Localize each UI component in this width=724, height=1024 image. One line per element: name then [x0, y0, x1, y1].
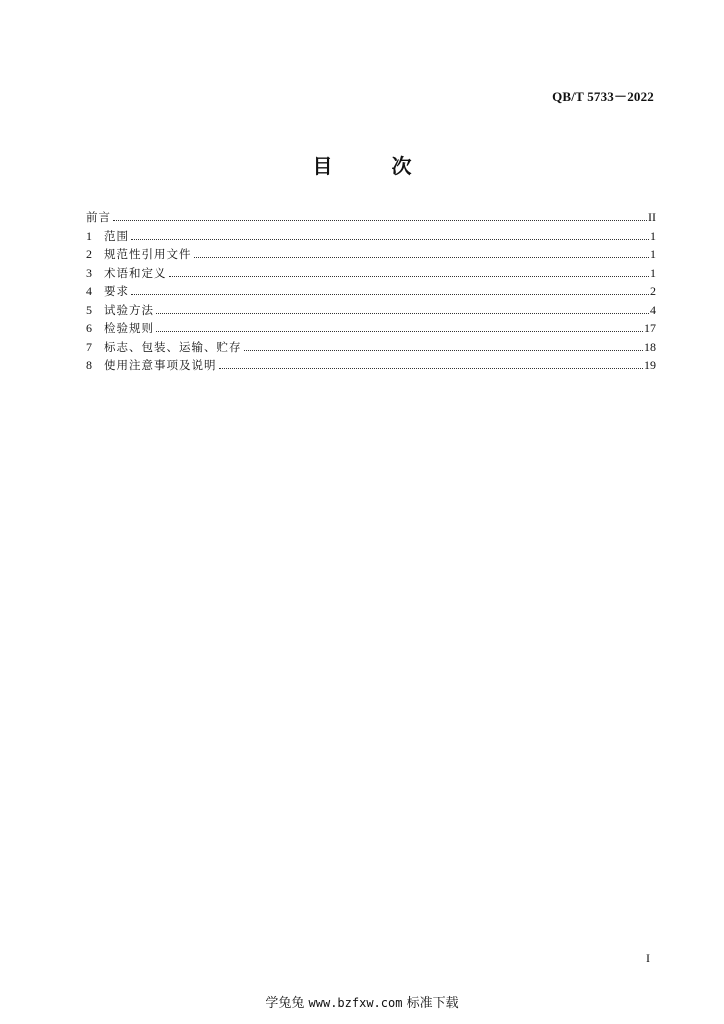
- footer-brand: 学兔兔: [265, 996, 305, 1011]
- toc-leader-dots: [194, 256, 650, 258]
- toc-entry-6[interactable]: [86, 319, 656, 338]
- toc-entry-foreword[interactable]: [86, 208, 656, 227]
- toc-entry-number: 8: [86, 358, 92, 372]
- toc-entry-8[interactable]: [86, 356, 656, 375]
- toc-entry-page: II: [648, 210, 656, 224]
- toc-leader-dots: [113, 219, 647, 221]
- toc-leader-dots: [219, 367, 644, 369]
- toc-entry-4[interactable]: [86, 282, 656, 301]
- toc-leader-dots: [244, 349, 644, 351]
- toc-entry-1[interactable]: [86, 227, 656, 246]
- toc-entry-label: 检验规则: [104, 321, 154, 335]
- toc-leader-dots: [156, 330, 643, 332]
- toc-entry-number: 2: [86, 247, 92, 261]
- toc-entry-number: 4: [86, 284, 92, 298]
- toc-entry-page: 2: [650, 284, 656, 298]
- toc-entry-label: 试验方法: [104, 302, 154, 317]
- toc-entry-page: 4: [650, 302, 656, 317]
- toc-entry-label: 标志、包装、运输、贮存: [104, 339, 242, 354]
- table-of-contents: [86, 208, 656, 375]
- toc-entry-label: 范围: [104, 228, 129, 243]
- toc-entry-number: 5: [86, 302, 92, 317]
- toc-entry-label: 要求: [104, 284, 129, 298]
- toc-leader-dots: [169, 275, 650, 277]
- toc-entry-number: 7: [86, 339, 92, 354]
- toc-entry-page: 1: [650, 228, 656, 243]
- toc-entry-label: 使用注意事项及说明: [104, 358, 217, 372]
- toc-entry-label: 前言: [86, 210, 111, 224]
- toc-entry-label: 规范性引用文件: [104, 247, 192, 261]
- toc-entry-page: 1: [650, 265, 656, 280]
- toc-entry-number: 3: [86, 265, 92, 280]
- page-number: I: [646, 951, 650, 965]
- toc-entry-5[interactable]: [86, 301, 656, 320]
- footer-watermark: [0, 992, 724, 1011]
- toc-leader-dots: [131, 293, 649, 295]
- page-title: 目 次: [312, 154, 438, 178]
- toc-entry-3[interactable]: [86, 264, 656, 283]
- footer-tagline: 标准下载: [406, 996, 459, 1011]
- toc-entry-number: 6: [86, 321, 92, 335]
- toc-entry-page: 1: [650, 247, 656, 261]
- toc-entry-page: 19: [644, 358, 656, 372]
- toc-entry-2[interactable]: [86, 245, 656, 264]
- toc-entry-number: 1: [86, 228, 92, 243]
- footer-site-link[interactable]: www.bzfxw.com: [308, 996, 403, 1010]
- toc-entry-label: 术语和定义: [104, 265, 167, 280]
- toc-entry-7[interactable]: [86, 338, 656, 357]
- toc-entry-page: 18: [644, 339, 656, 354]
- standard-code: QB/T 5733－2022: [552, 89, 654, 104]
- toc-entry-page: 17: [644, 321, 656, 335]
- toc-leader-dots: [156, 312, 649, 314]
- toc-leader-dots: [131, 238, 649, 240]
